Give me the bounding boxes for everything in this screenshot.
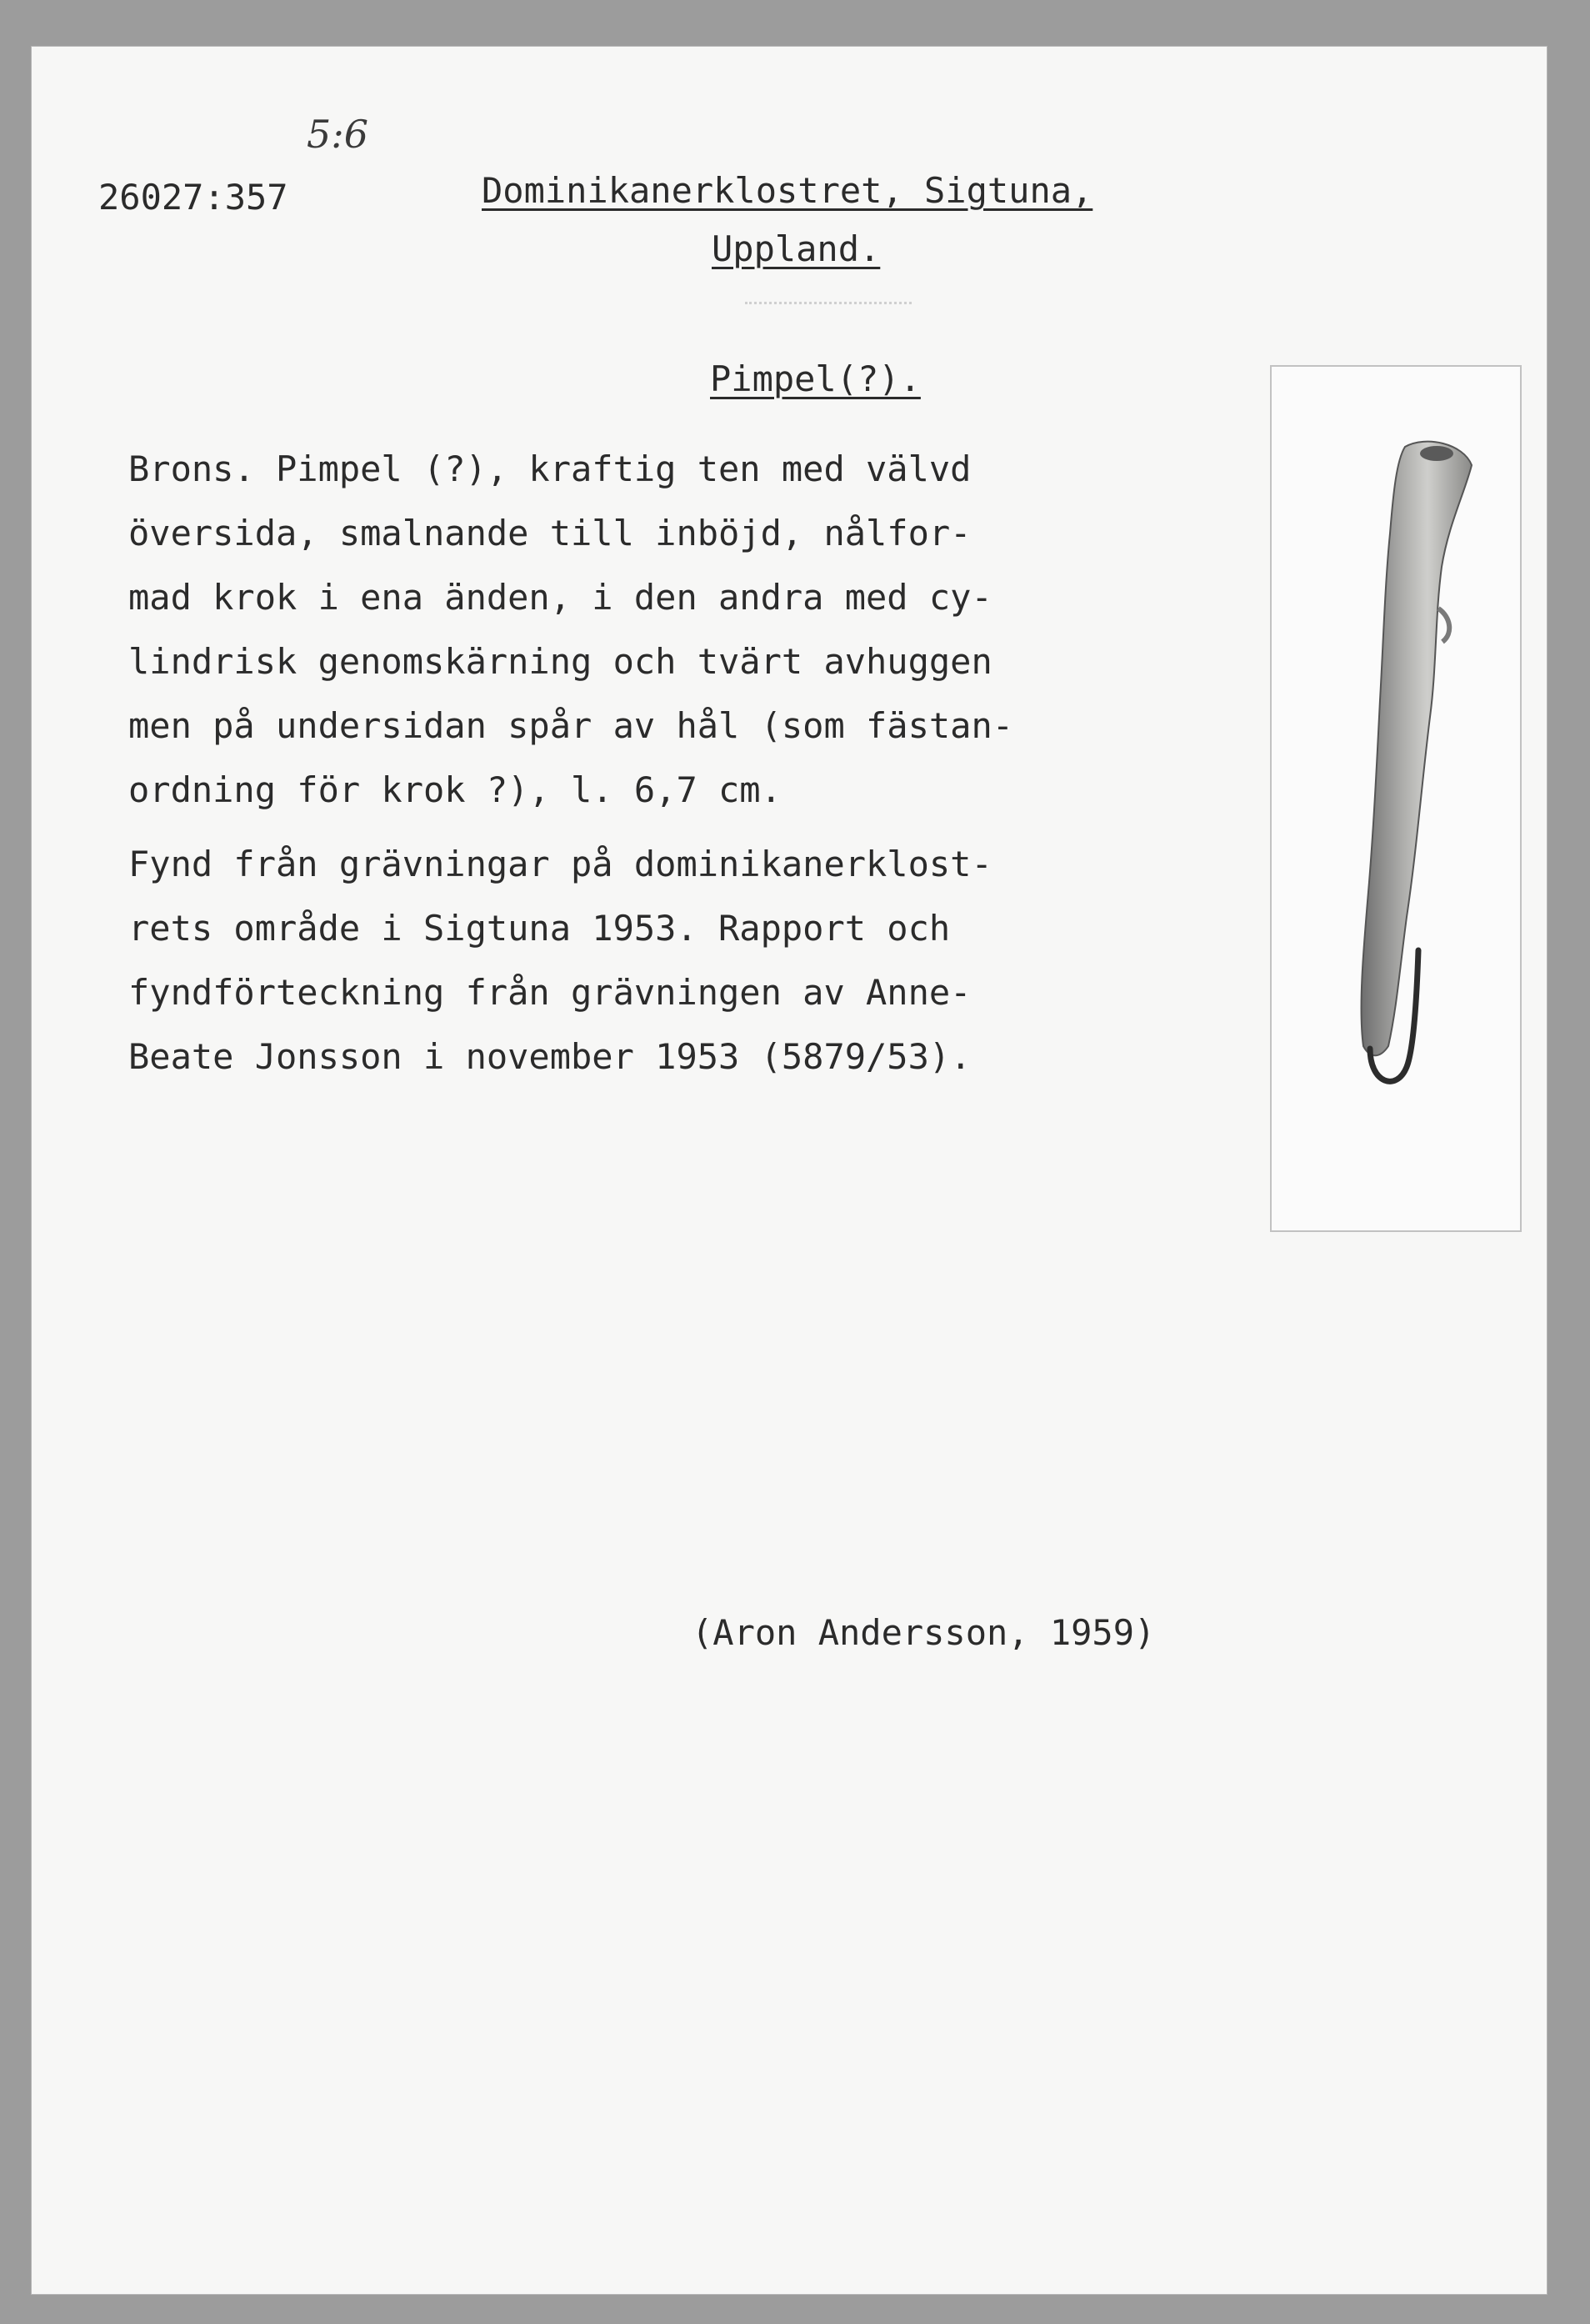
description-line: mad krok i ena änden, i den andra med cy- bbox=[128, 577, 992, 618]
handwritten-mark: 5:6 bbox=[307, 112, 369, 157]
description-line: ordning för krok ?), l. 6,7 cm. bbox=[128, 769, 782, 810]
description-line: Brons. Pimpel (?), kraftig ten med välvd bbox=[128, 448, 972, 489]
divider bbox=[745, 302, 912, 304]
author-credit: (Aron Andersson, 1959) bbox=[692, 1612, 1156, 1653]
find-line: rets område i Sigtuna 1953. Rapport och bbox=[128, 908, 951, 949]
fishing-lure-image bbox=[1272, 367, 1520, 1230]
lure-bump bbox=[1438, 609, 1449, 642]
find-line: fyndförteckning från grävningen av Anne- bbox=[128, 972, 972, 1013]
find-block bbox=[128, 832, 992, 1089]
description-line: men på undersidan spår av hål (som fästan- bbox=[128, 705, 1014, 746]
lure-hole bbox=[1420, 446, 1453, 461]
find-line: Beate Jonsson i november 1953 (5879/53). bbox=[128, 1036, 972, 1077]
location-line-1: Dominikanerklostret, Sigtuna, bbox=[482, 170, 1093, 211]
object-title: Pimpel(?). bbox=[710, 358, 921, 399]
catalog-number: 26027:357 bbox=[98, 177, 288, 218]
artifact-photo bbox=[1272, 367, 1520, 1230]
catalog-card bbox=[32, 47, 1547, 2294]
description-line: lindrisk genomskärning och tvärt avhuggen bbox=[128, 641, 992, 682]
description-block bbox=[128, 437, 1013, 822]
location-line-2: Uppland. bbox=[712, 228, 881, 269]
description-line: översida, smalnande till inböjd, nålfor- bbox=[128, 513, 972, 553]
find-line: Fynd från grävningar på dominikanerklost- bbox=[128, 844, 992, 884]
